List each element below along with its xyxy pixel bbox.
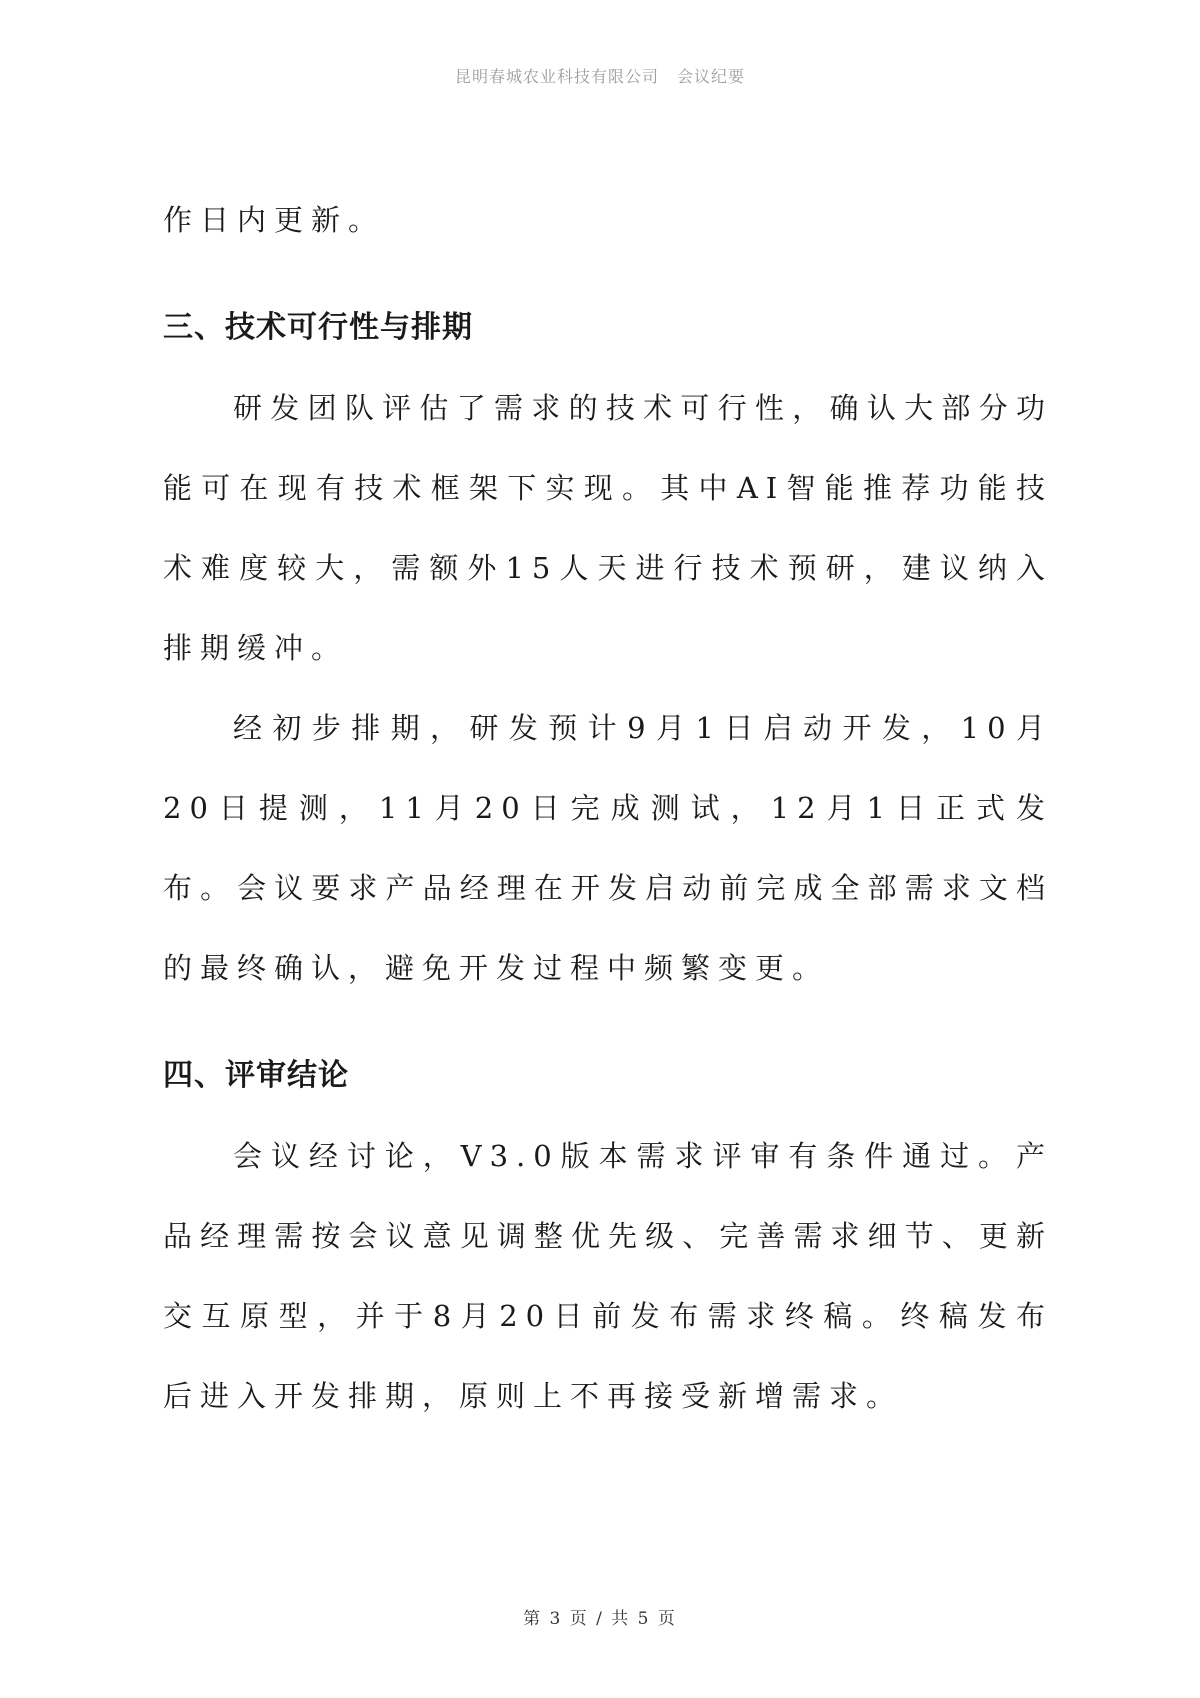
document-body (163, 180, 1053, 1436)
section-3-heading: 三、技术可行性与排期 (163, 310, 473, 345)
header-doc-type: 会议纪要 (677, 67, 746, 86)
continuation-paragraph: 作日内更新。 (163, 203, 386, 237)
page-number: 第 3 页 / 共 5 页 (523, 1609, 677, 1629)
section-4-paragraph-1: 会议经讨论，V3.0版本需求评审有条件通过。产品经理需按会议意见调整优先级、完善需求细节、更新交互原型，并于8月20日前发布需求终稿。终稿发布后进入开发排期，原则上不再接受新增需求。 (163, 1139, 1053, 1413)
section-4-heading: 四、评审结论 (163, 1058, 349, 1093)
section-3-paragraph-1: 研发团队评估了需求的技术可行性，确认大部分功能可在现有技术框架下实现。其中AI智能推荐功能技术难度较大，需额外15人天进行技术预研，建议纳入排期缓冲。 (163, 391, 1053, 665)
header-company: 昆明春城农业科技有限公司 (454, 67, 659, 86)
page-header (0, 64, 1200, 87)
section-3-paragraph-2: 经初步排期，研发预计9月1日启动开发，10月20日提测，11月20日完成测试，12月1日正式发布。会议要求产品经理在开发启动前完成全部需求文档的最终确认，避免开发过程中频繁变更。 (163, 711, 1053, 985)
